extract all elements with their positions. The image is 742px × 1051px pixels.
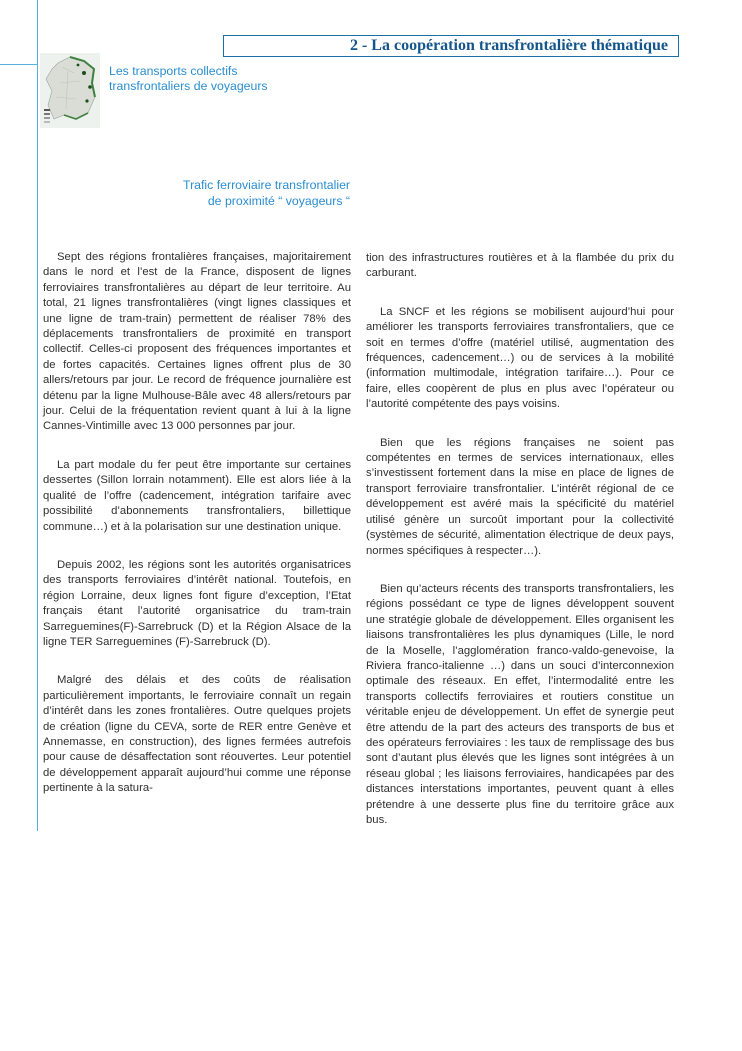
paragraph: Bien qu’acteurs récents des transports transfrontaliers, les régions possédant ce type de lignes développent souvent une stratégie globale de développement. Elles organisent les liaisons transfrontalières les plus dynamiques (Lille, le nord de la Moselle, l’agglomération franco-valdo-genevoise, la Riviera franco-italienne …) dans un souci d’interconnexion optimale des réseaux. En effet, l’intermodalité entre les transports collectifs ferroviaires et routiers constitue un véritable enjeu de développement. Un effet de synergie peut être attendu de la part des acteurs des transports de bus et des opérateurs ferroviaires : les taux de remplissage des bus sont d’autant plus élevés que les lignes sont intégrées à un réseau global ; les liaisons ferroviaires, handicapées par des distances interstations importantes, peuvent quant à elles prétendre à une desserte plus fine du territoire grâce aux bus.	[366, 582, 674, 826]
section-title-line: transfrontaliers de voyageurs	[109, 79, 268, 93]
section-title-line: Les transports collectifs	[109, 64, 238, 78]
subsection-title-line: Trafic ferroviaire transfrontalier	[183, 178, 350, 192]
map-thumbnail-icon	[40, 53, 100, 128]
header-rule	[0, 64, 37, 65]
paragraph: Bien que les régions françaises ne soient pas compétentes en termes de services internationaux, elles s’investissent fortement dans la mise en place de lignes de transport ferroviaire transfrontalier. L’intérêt régional de ce développement est avéré mais la spécificité du matériel utilisé génère un surcoût important pour la collectivité (systèmes de sécurité, alimentation électrique de deux pays, normes spécifiques à respecter…).	[366, 436, 674, 557]
paragraph: La SNCF et les régions se mobilisent aujourd’hui pour améliorer les transports ferroviaires transfrontaliers, que ce soit en termes d’offre (matériel utilisé, augmentation des fréquences, cadencement…) ou de services à la mobilité (information multimodale, intégration tarifaire…). Pour ce faire, elles coopèrent de plus en plus avec l’opérateur ou l’autorité compétente des pays voisins.	[366, 305, 674, 411]
chapter-title: 2 - La coopération transfrontalière thématique	[223, 35, 679, 57]
paragraph: Sept des régions frontalières françaises, majoritairement dans le nord et l’est de la France, disposent de lignes ferroviaires transfrontalières au départ de leur territoire. Au total, 21 lignes transfrontalières (vingt lignes classiques et une ligne de tram-train) permettent de réaliser 78% des déplacements transfrontaliers de proximité en transport collectif. Celles-ci proposent des fréquences importantes et de fortes capacités. Certaines lignes offrent plus de 30 allers/retours par jour. Le record de fréquence journalière est détenu par la ligne Mulhouse-Bâle avec 48 allers/retours par jour. Celui de la fréquentation revient quant à lui à la ligne Cannes-Vintimille avec 13 000 personnes par jour.	[43, 251, 351, 433]
subsection-title	[140, 177, 350, 209]
left-column	[43, 250, 351, 820]
paragraph: Malgré des délais et des coûts de réalisation particulièrement importants, le ferroviaire connaît un regain d’intérêt dans les zones frontalières. Outre quelques projets de création (ligne du CEVA, sorte de RER entre Genève et Annemasse, en construction), des lignes fermées autrefois pour cause de désaffectation sont réouvertes. Leur potentiel de développement apparaît aujourd’hui comme une réponse pertinente à la satura-	[43, 674, 351, 795]
subsection-title-line: de proximité “ voyageurs “	[207, 194, 350, 208]
section-title	[109, 64, 309, 94]
right-column	[366, 251, 674, 851]
paragraph: tion des infrastructures routières et à la flambée du prix du carburant.	[366, 252, 674, 280]
margin-rule	[37, 0, 38, 831]
paragraph: Depuis 2002, les régions sont les autorités organisatrices des transports ferroviaires d’intérêt national. Toutefois, en région Lorraine, deux lignes font figure d’exception, l’Etat français étant l’autorité organisatrice du tram-train Sarreguemines(F)-Sarrebruck (D) et la Région Alsace de la ligne TER Sarreguemines (F)-Sarrebruck (D).	[43, 558, 351, 648]
paragraph: La part modale du fer peut être importante sur certaines dessertes (Sillon lorrain notamment). Elle est alors liée à la qualité de l’offre (cadencement, intégration tarifaire avec possibilité d’abonnements transfrontaliers, billettique commune…) et à la polarisation sur une destination unique.	[43, 458, 351, 533]
